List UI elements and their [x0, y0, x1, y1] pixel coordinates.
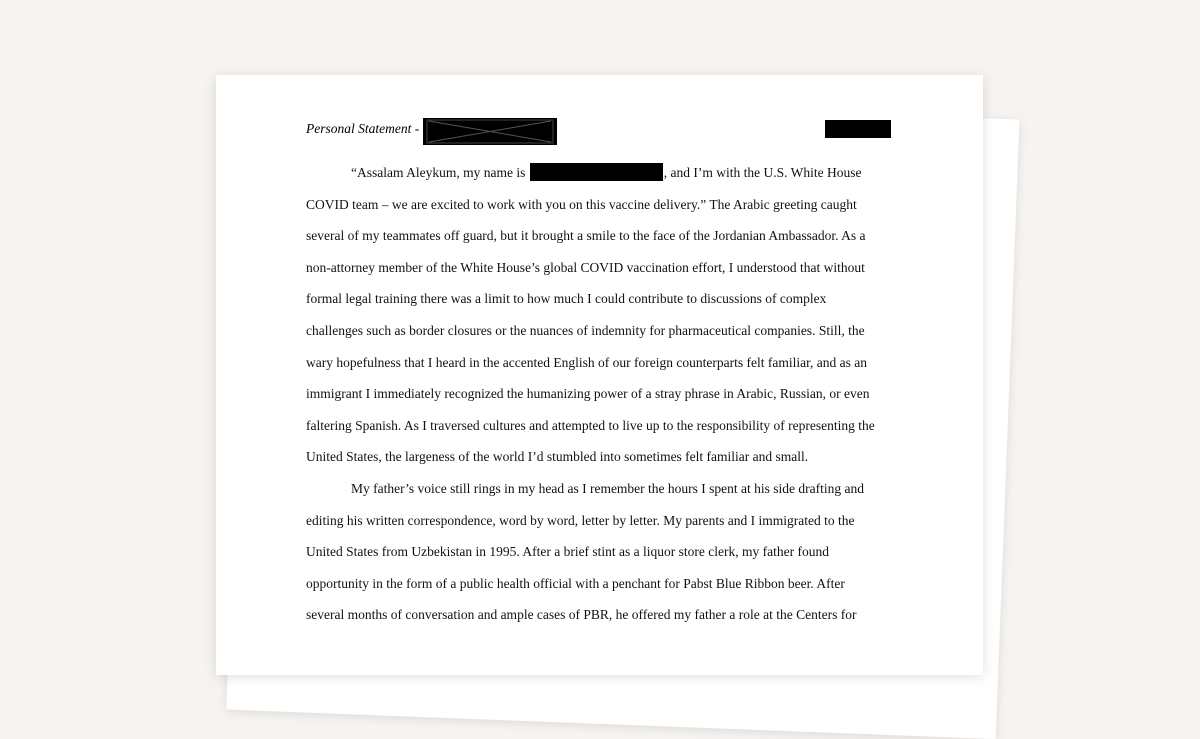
text-line: wary hopefulness that I heard in the accented English of our foreign counterparts felt familiar, and as an	[306, 354, 868, 370]
text-line: immigrant I immediately recognized the humanizing power of a stray phrase in Arabic, Russian, or even	[306, 386, 870, 402]
line-1-text-before: “Assalam Aleykum, my name is	[351, 165, 526, 180]
text-line: editing his written correspondence, word by word, letter by letter. My parents and I immigrated to the	[306, 512, 855, 528]
text-line: several months of conversation and ample cases of PBR, he offered my father a role at the Centers for	[306, 607, 857, 623]
statement-body	[306, 157, 891, 631]
page-header	[306, 118, 891, 144]
text-line: formal legal training there was a limit to how much I could contribute to discussions of complex	[306, 291, 827, 307]
line-1-text-after: , and I’m with the U.S. White House	[663, 165, 862, 180]
document-page	[216, 75, 983, 675]
redacted-page-number	[825, 120, 891, 138]
text-line: opportunity in the form of a public health official with a penchant for Pabst Blue Ribbon beer. After	[306, 575, 845, 591]
text-line: United States from Uzbekistan in 1995. After a brief stint as a liquor store clerk, my father found	[306, 544, 829, 560]
text-line: COVID team – we are excited to work with you on this vaccine delivery.” The Arabic greeting caught	[306, 196, 857, 212]
text-line: challenges such as border closures or the nuances of indemnity for pharmaceutical companies. Still, the	[306, 322, 865, 338]
text-line: several of my teammates off guard, but it brought a smile to the face of the Jordanian Ambassador. As a	[306, 228, 866, 244]
redacted-author-name	[530, 163, 663, 181]
text-line: non-attorney member of the White House’s global COVID vaccination effort, I understood that without	[306, 259, 865, 275]
redacted-name-header	[423, 118, 557, 145]
text-line: faltering Spanish. As I traversed cultures and attempted to live up to the responsibility of representing the	[306, 417, 875, 433]
header-label: Personal Statement -	[306, 121, 420, 136]
paragraph-1-line-1	[306, 157, 891, 189]
text-line: United States, the largeness of the world I’d stumbled into sometimes felt familiar and small.	[306, 449, 809, 465]
paragraph-2-line-1: My father’s voice still rings in my head as I remember the hours I spent at his side drafting and	[351, 480, 864, 496]
